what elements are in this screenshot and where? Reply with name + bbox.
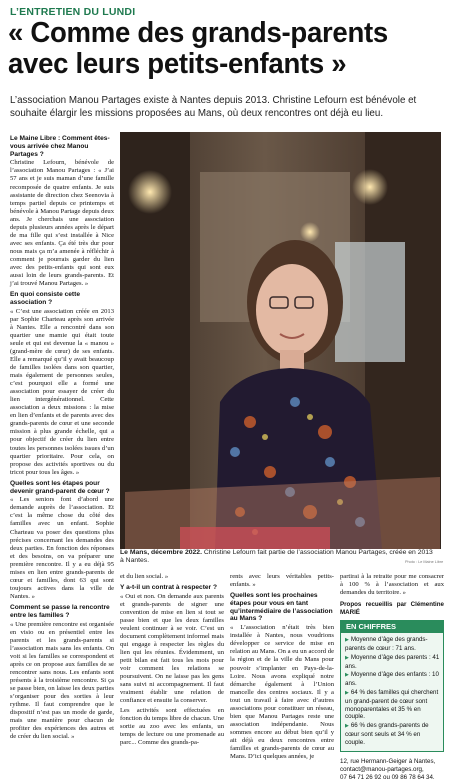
interview-paragraph: et du lien social. » <box>120 573 169 580</box>
key-figure-item: ▶ Moyenne d’âge des enfants : 10 ans. <box>345 671 440 688</box>
interview-paragraph: « C’est une association créée en 2013 par Sophie Charteau après son arrivée à Nantes. Elle a rencontré dans son quartier une mamie qui était toute seule et qui est devenue la « manou » (grand-mère de cœur) de ses enfants. Elle a remarqué qu’il y avait beaucoup de familles isolées dans son quartier, mais également de personnes seules, c’est pourquoi elle a formé une association pour essayer de créer du lien intergénérationnel. Cette association a deux missions : la mise en lien d’enfants et de parents avec des grands-parents de cœur et une seconde mission à plus grande échelle, qui a pour objectif de créer du lien entre toutes les personnes isolées issues d’un quartier prioritaire. Pour cela, on propose des activités sportives ou du tricot pour tous les âges. » <box>10 307 114 476</box>
key-figures-box <box>340 620 444 751</box>
interview-question: Quelles sont les prochaines étapes pour vous en tant qu’intermédiaire de l’association au Mans ? <box>230 592 333 623</box>
interview-paragraph: « Les seniors font d’abord une demande auprès de l’association. Et c’est la même chose du côté des familles avec un enfant. Sophie Charteau va poser des questions plus précises concernant les demandes des deux parties. En fonction des réponses et des besoins, on va préparer une première rencontre. Il y a eu déjà 95 mises en lien entre grands-parents de cœur et familles, dont 63 qui sont toujours actives dans la ville de Nantes. » <box>10 496 114 600</box>
contact-info <box>340 758 444 782</box>
key-figure-item: ▶ 64 % des familles qui cherchent un grand-parent de cœur sont monoparentales et 35 % en couple. <box>345 689 440 721</box>
contact-address: 12, rue Hermann-Geiger à Nantes, <box>340 757 436 765</box>
caption-text: Christine Lefourn fait partie de l’association Manou Partages, créée en 2013 à Nantes. <box>120 549 433 565</box>
article-photo <box>120 132 441 549</box>
interview-question: En quoi consiste cette association ? <box>10 291 80 306</box>
interview-question: Quelles sont les étapes pour devenir grand-parent de cœur ? <box>10 479 110 495</box>
interview-question: Comment se passe la rencontre entre les familles ? <box>10 603 110 619</box>
article-column-1 <box>10 132 114 742</box>
photo-caption <box>120 549 436 565</box>
interview-question: Y a-t-il un contrat à respecter ? <box>120 584 217 592</box>
column-4-body <box>340 573 444 597</box>
headline-line-2: avec leurs petits-enfants » <box>8 48 347 80</box>
key-figures-list <box>345 636 440 746</box>
article-column-4 <box>340 573 444 782</box>
section-rubric: L’ENTRETIEN DU LUNDI <box>10 6 136 18</box>
headline-line-1: « Comme des grands-parents <box>8 17 388 49</box>
article-column-3 <box>230 573 334 762</box>
article-headline <box>8 18 422 80</box>
key-figure-item: ▶ 66 % des grands-parents de cœur sont seuls et 34 % en couple. <box>345 722 440 746</box>
interview-paragraph: partirai à la retraite pour me consacrer à 100 % à l’association et aux demandes du territoire. » <box>340 573 444 597</box>
interview-paragraph: « L’association n’était très bien installée à Nantes, nous voudrions développer ce service de mise en relation au Mans. On a eu un accord de la région et de la ville du Mans pour pouvoir s’implanter en Pays-de-la-Loire. Nous avons expliqué notre démarche également à l’Union mancelle des centres sociaux. Il y a tout un travail à faire avec d’autres associations pour constituer un réseau, bien que Manou Partages reste une association indépendante. Nous sommes encore au début bien qu’il y ait déjà eu deux rencontres entre familles et grands-parents de cœur au Mans. D’ici quelques années, je <box>230 624 334 761</box>
contact-email[interactable]: contact@manou-partages.org, <box>340 765 424 773</box>
interview-paragraph: Christine Lefourn, bénévole de l’association Manou Partages : « J’ai 57 ans et je suis maman d’une famille recomposée de quatre enfants. Je suis assistante de direction chez Seenovia à temps partiel depuis ce printemps et bénévole à Manou Partage depuis deux ans. Je cherchais une association depuis plusieurs années après le départ de ma fille qui s’est installée à Nice avec ses enfants. Ça été très dur pour nous mais ça m’a amenée à réfléchir à comment je pourrais garder du lien avec des petits-enfants qui sont eux aussi loin de leurs grands-parents. Et j’ai trouvé Manou Partages. » <box>10 159 114 288</box>
article-signature: Propos recueillis par Clémentine MARIÉ <box>340 601 444 617</box>
interview-question: Le Maine Libre : Comment êtes-vous arrivée chez Manou Partages ? <box>10 135 110 158</box>
key-figure-item: ▶ Moyenne d’âge des parents : 41 ans. <box>345 654 440 671</box>
key-figure-item: ▶ Moyenne d’âge des grands-parents de cœur : 71 ans. <box>345 636 440 653</box>
interview-paragraph: Les activités sont effectuées en fonction du temps libre de chacun. Une sortie au zoo avec les enfants, un temps de lecture ou une promenade au parc... Comme des grands-pa- <box>120 706 224 746</box>
interview-paragraph: « Oui et non. On demande aux parents et grands-parents de signer une convention de mise en lien si tout se passe bien et que les deux familles veulent continuer à se voir. C’est un document complètement informel mais qui engage à respecter les règles du lien qui les réunies. Évidemment, un petit bilan est fait tous les mois pour voir comment les relations se poursuivent. On ne laisse pas les gens sans suivi ni accompagnement. Il faut vraiment établir une relation de confiance et ensuite la conserver. <box>120 592 224 705</box>
interview-paragraph: « Une première rencontre est organisée en visio ou en présentiel entre les parents et les grands-parents si l’association mais sans les enfants. On voit si les familles se correspondent et après ce on propose aux familles de se rencontrer sans nous. Les enfants sont présents à la troisième rencontre. Si ça se passe bien, on laisse les deux parties s’organiser pour des sorties à leur rythme. Il faut comprendre que le dispositif n’est pas un mode de garde, mais une manière pour chacun de profiter des expériences des autres et de créer du lien social. » <box>10 620 114 741</box>
article-standfirst: L’association Manou Partages existe à Nantes depuis 2013. Christine Lefourn est bénévole et souhaite élargir les missions proposées au Mans, où deux rencontres ont déjà eu lieu. <box>10 95 417 119</box>
key-figures-title: EN CHIFFRES <box>341 621 443 633</box>
portrait-illustration <box>120 132 441 549</box>
contact-phones: 07 64 71 26 92 ou 09 86 78 64 34. <box>340 773 435 781</box>
caption-place-date: Le Mans, décembre 2022. <box>120 549 202 556</box>
interview-paragraph: rents avec leurs véritables petits-enfants. » <box>230 573 334 589</box>
article-column-2 <box>120 573 224 748</box>
photo-credit: Photo : Le Maine Libre <box>405 560 444 564</box>
